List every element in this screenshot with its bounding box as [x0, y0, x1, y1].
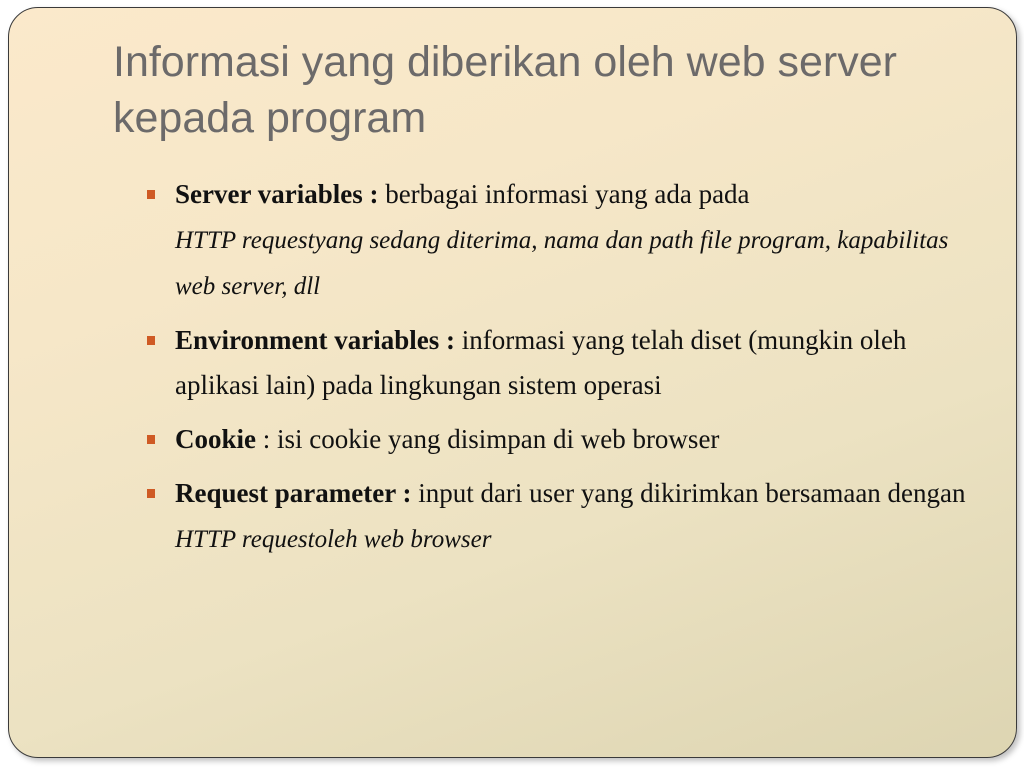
bullet-term: Server variables :	[175, 179, 379, 209]
bullet-italic-text: HTTP requestyang sedang diterima, nama dan path file program, kapabilitas web server, dll	[175, 227, 949, 300]
bullet-text: input dari user yang dikirimkan bersamaan dengan	[411, 478, 966, 508]
bullet-item-server-variables	[145, 172, 975, 309]
bullet-item-environment-variables	[145, 318, 975, 408]
bullet-italic-text: HTTP requestoleh web browser	[175, 526, 492, 553]
bullet-term: Environment variables :	[175, 325, 456, 355]
bullet-text: berbagai informasi yang ada pada	[378, 179, 750, 209]
square-bullet-icon	[147, 190, 155, 199]
square-bullet-icon	[147, 435, 155, 444]
square-bullet-icon	[147, 336, 155, 345]
bullet-text: : isi cookie yang disimpan di web browser	[256, 424, 720, 454]
bullet-item-cookie	[145, 417, 975, 462]
slide	[8, 7, 1017, 758]
bullet-term: Request parameter :	[175, 478, 412, 508]
bullet-item-request-parameter	[145, 471, 975, 562]
bullet-term: Cookie	[175, 424, 256, 454]
bullet-list	[145, 172, 975, 571]
square-bullet-icon	[147, 489, 155, 498]
bullet-text: informasi yang telah diset (mungkin oleh aplikasi lain) pada lingkungan sistem operasi	[175, 325, 907, 400]
slide-title: Informasi yang diberikan oleh web server kepada program	[113, 38, 897, 142]
